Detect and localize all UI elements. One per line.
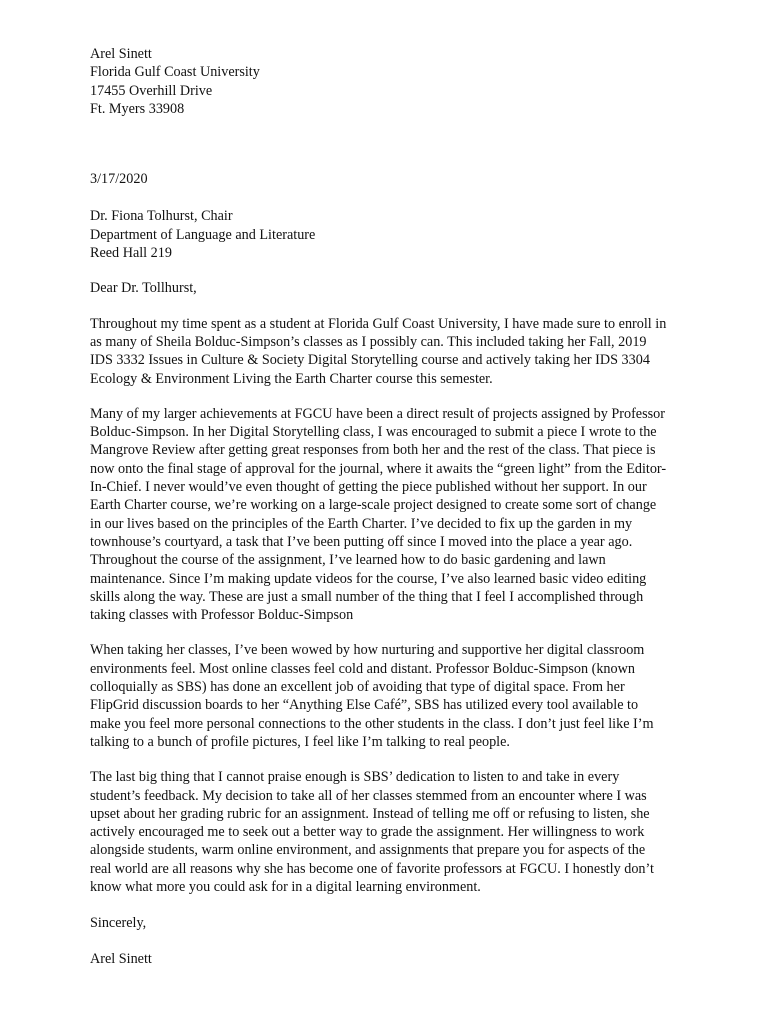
- paragraph-line: townhouse’s courtyard, a task that I’ve been putting off since I moved into the place a year ago.: [90, 533, 633, 550]
- salutation: [90, 279, 690, 297]
- paragraph-line: Many of my larger achievements at FGCU have been a direct result of projects assigned by Professor: [90, 405, 665, 422]
- signature-name: Arel Sinett: [90, 950, 152, 967]
- sender-address: [90, 45, 690, 118]
- paragraph-line: colloquially as SBS) has done an excellent job of avoiding that type of digital space. From her: [90, 679, 625, 696]
- closing: [90, 914, 690, 932]
- paragraph-line: make you feel more personal connections to the other students in the class. I don’t just feel like I’m: [90, 715, 654, 732]
- signature: [90, 950, 690, 968]
- sender-name: Arel Sinett: [90, 46, 152, 62]
- paragraph-1: [90, 315, 690, 388]
- paragraph-3: [90, 641, 690, 751]
- date-text: 3/17/2020: [90, 171, 148, 188]
- paragraph-line: actively encouraged me to seek out a better way to grade the assignment. Her willingness to work: [90, 824, 645, 841]
- paragraph-line: skills along the way. These are just a small number of the thing that I feel I accomplished through: [90, 588, 644, 605]
- paragraph-line: The last big thing that I cannot praise enough is SBS’ dedication to listen to and take in every: [90, 769, 620, 786]
- paragraph-2: [90, 405, 690, 625]
- letter-date: [90, 170, 690, 188]
- paragraph-line: IDS 3332 Issues in Culture & Society Digital Storytelling course and actively taking her IDS 3304: [90, 352, 650, 369]
- sender-institution: Florida Gulf Coast University: [90, 64, 260, 81]
- paragraph-line: talking to a bunch of profile pictures, I feel like I’m talking to real people.: [90, 733, 510, 750]
- paragraph-line: real world are all reasons why she has become one of favorite professors at FGCU. I honestly don’t: [90, 860, 654, 877]
- paragraph-line: Throughout the course of the assignment, I’ve learned how to do basic gardening and lawn: [90, 552, 606, 569]
- recipient-name: Dr. Fiona Tolhurst, Chair: [90, 208, 233, 225]
- closing-text: Sincerely,: [90, 915, 147, 932]
- paragraph-line: as many of Sheila Bolduc-Simpson’s classes as I possibly can. This included taking her Fall, 2019: [90, 333, 647, 350]
- paragraph-line: upset about her grading rubric for an assignment. Instead of telling me off or refusing to listen, she: [90, 805, 650, 822]
- sender-city: Ft. Myers 33908: [90, 100, 185, 117]
- recipient-address: [90, 207, 690, 262]
- paragraph-line: Ecology & Environment Living the Earth Charter course this semester.: [90, 370, 493, 387]
- paragraph-line: now onto the final stage of approval for the journal, where it awaits the “green light” from the Editor-: [90, 460, 667, 477]
- paragraph-line: in our lives based on the principles of the Earth Charter. I’ve decided to fix up the garden in my: [90, 515, 633, 532]
- paragraph-line: When taking her classes, I’ve been wowed by how nurturing and supportive her digital classroom: [90, 642, 645, 659]
- paragraph-line: FlipGrid discussion boards to her “Anything Else Café”, SBS has utilized every tool available to: [90, 697, 639, 714]
- sender-street: 17455 Overhill Drive: [90, 82, 213, 99]
- paragraph-line: maintenance. Since I’m making update videos for the course, I’ve also learned basic video editing: [90, 570, 647, 587]
- recipient-department: Department of Language and Literature: [90, 226, 316, 243]
- salutation-text: Dear Dr. Tollhurst,: [90, 280, 197, 297]
- paragraph-line: taking classes with Professor Bolduc-Simpson: [90, 607, 354, 624]
- recipient-room: Reed Hall 219: [90, 245, 172, 262]
- paragraph-line: In-Chief. I never would’ve even thought of getting the piece published without her support. In our: [90, 479, 647, 496]
- paragraph-line: student’s feedback. My decision to take all of her classes stemmed from an encounter where I was: [90, 787, 647, 804]
- paragraph-line: Mangrove Review after getting great responses from both her and the rest of the class. That piece is: [90, 442, 656, 459]
- paragraph-line: know what more you could ask for in a digital learning environment.: [90, 878, 481, 895]
- paragraph-4: [90, 768, 690, 896]
- paragraph-line: Throughout my time spent as a student at Florida Gulf Coast University, I have made sure to enroll in: [90, 315, 667, 332]
- paragraph-line: environments feel. Most online classes feel cold and distant. Professor Bolduc-Simpson (known: [90, 660, 635, 677]
- paragraph-line: alongside students, warm online environment, and assignments that prepare you for aspects of the: [90, 842, 646, 859]
- paragraph-line: Bolduc-Simpson. In her Digital Storytelling class, I was encouraged to submit a piece I wrote to the: [90, 424, 657, 441]
- paragraph-line: Earth Charter course, we’re working on a large-scale project designed to create some sort of change: [90, 497, 657, 514]
- letter-body: [90, 45, 690, 968]
